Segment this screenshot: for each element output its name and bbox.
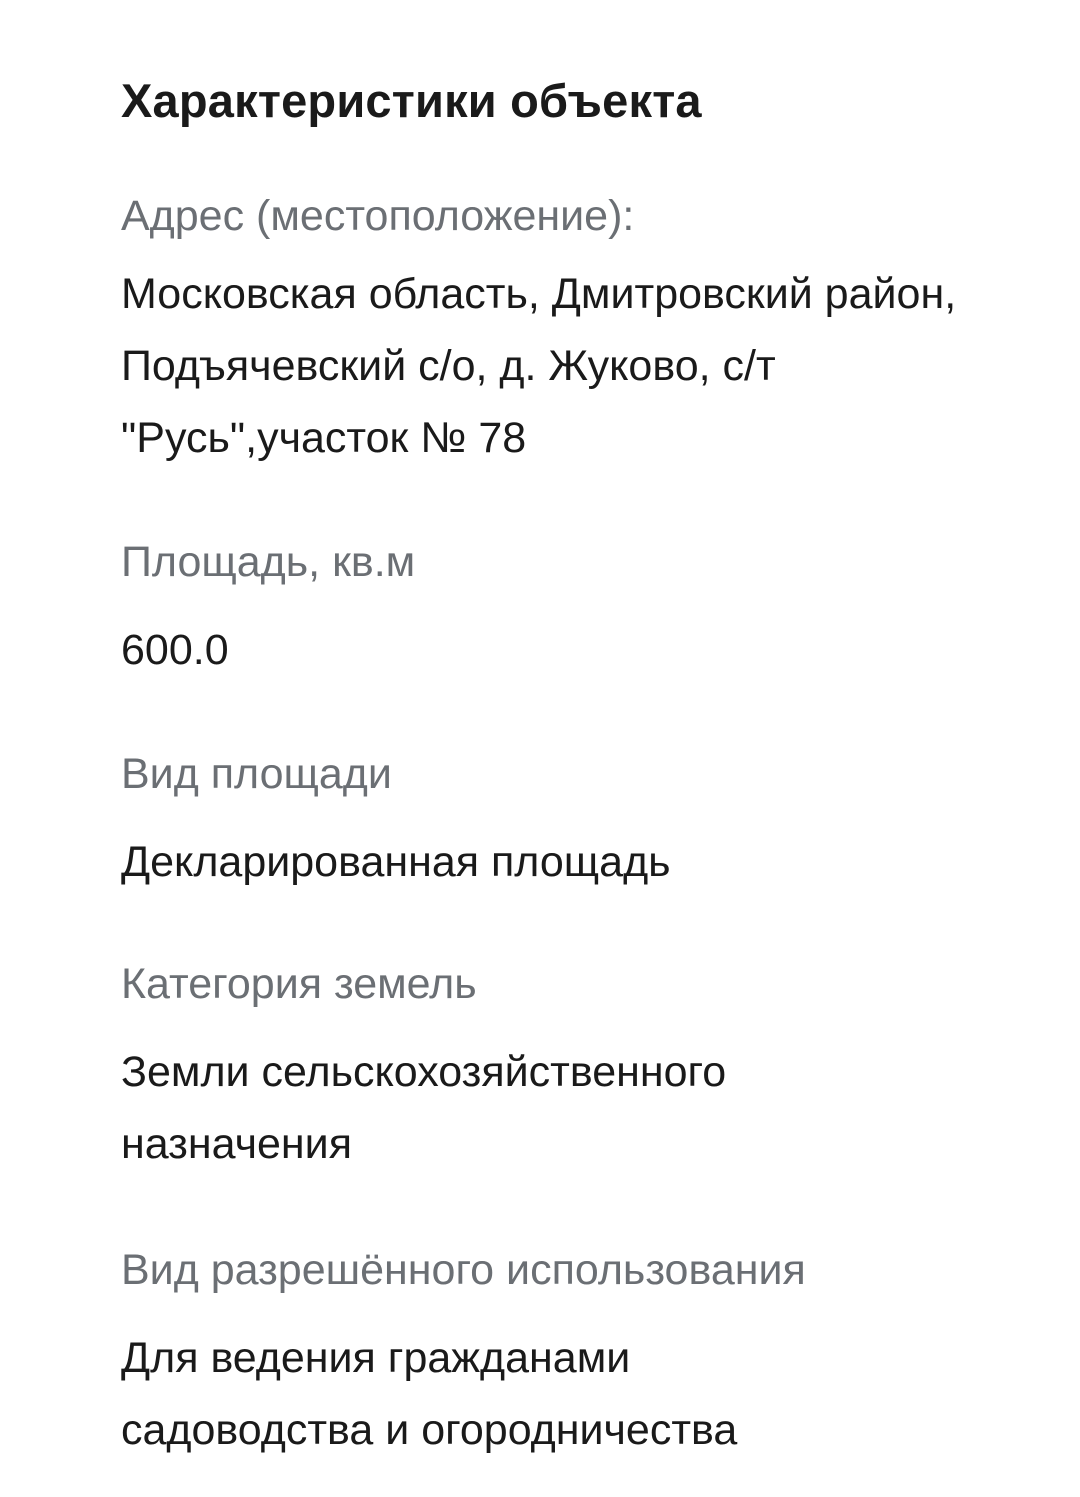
area-value: 600.0 <box>121 626 229 674</box>
area-type-label: Вид площади <box>121 750 392 798</box>
area-type-value: Декларированная площадь <box>121 838 671 886</box>
permitted-use-field <box>121 1240 1080 1466</box>
permitted-use-label: Вид разрешённого использования <box>121 1246 806 1294</box>
address-field <box>121 186 1080 474</box>
permitted-use-value: Для ведения гражданами садоводства и огородничества <box>121 1334 738 1454</box>
land-category-field <box>121 954 1080 1180</box>
section-title: Характеристики объекта <box>121 74 702 127</box>
land-category-label: Категория земель <box>121 960 477 1008</box>
address-value: Московская область, Дмитровский район, Подъячевский с/о, д. Жуково, с/т "Русь",участок № 78 <box>121 270 957 462</box>
area-type-field <box>121 744 1080 898</box>
land-category-value: Земли сельскохозяйственного назначения <box>121 1048 727 1168</box>
area-field <box>121 532 1080 686</box>
address-label: Адрес (местоположение): <box>121 192 635 240</box>
area-label: Площадь, кв.м <box>121 538 416 586</box>
